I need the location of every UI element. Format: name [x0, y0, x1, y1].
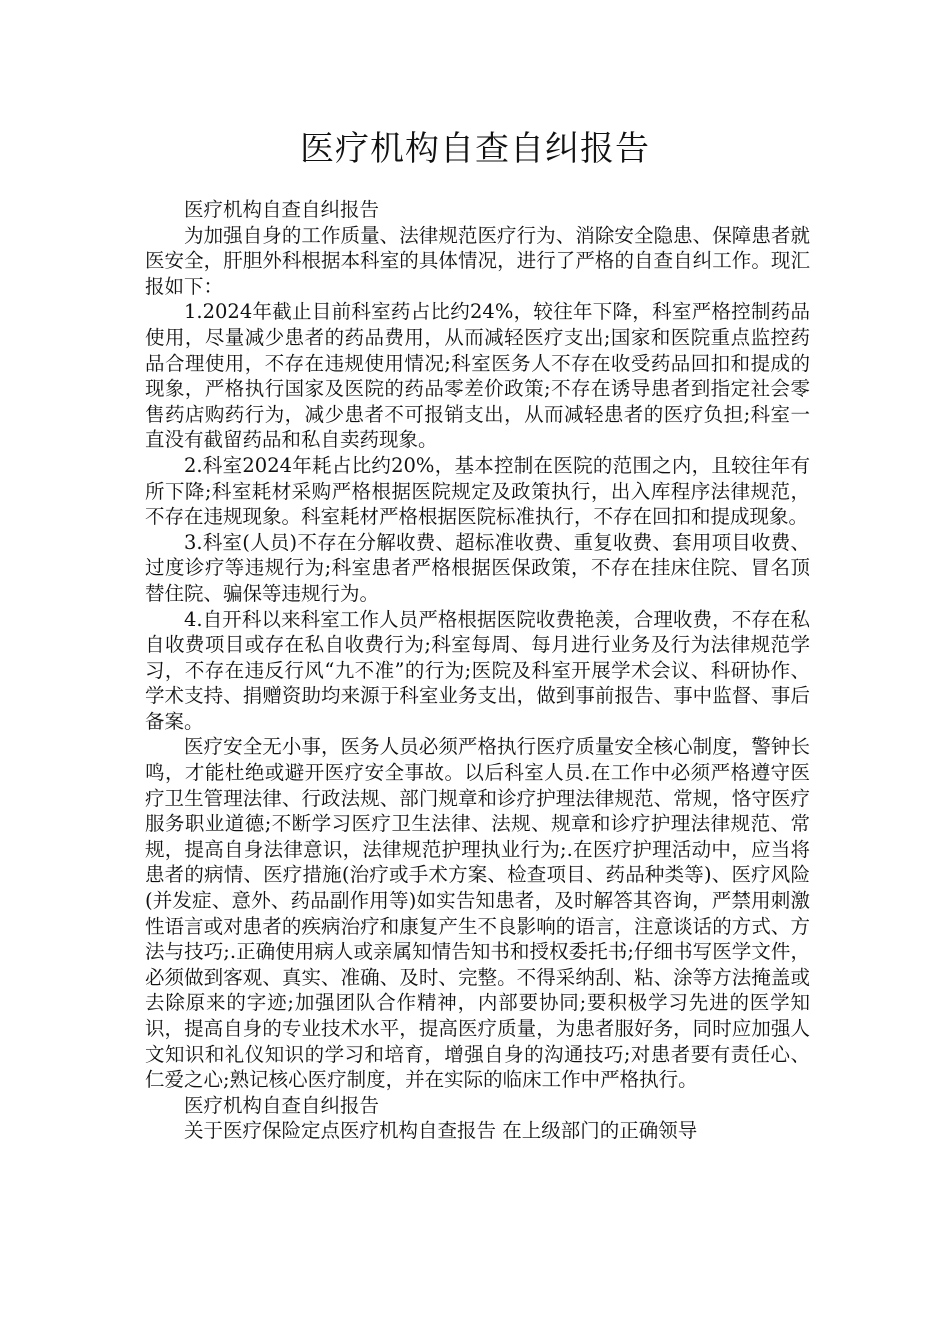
- paragraph-insurance: 关于医疗保险定点医疗机构自查报告 在上级部门的正确领导: [184, 1119, 698, 1143]
- paragraph-item-4: 4.自开科以来科室工作人员严格根据医院收费艳羡，合理收费，不存在私自收费项目或存在私自收费行为;科室每周、每月进行业务及行为法律规范学习，不存在违反行风“九不准”的行为;医院及科室开展学术会议、科研协作、学术支持、捐赠资助均来源于科室业务支出，做到事前报告、事中监督、事后备案。: [145, 607, 810, 733]
- paragraph-intro: 为加强自身的工作质量、法律规范医疗行为、消除安全隐患、保障患者就医安全，肝胆外科根据本科室的具体情况，进行了严格的自查自纠工作。现汇报如下：: [145, 223, 810, 298]
- paragraph-safety: 医疗安全无小事，医务人员必须严格执行医疗质量安全核心制度，警钟长鸣，才能杜绝或避开医疗安全事故。以后科室人员.在工作中必须严格遵守医疗卫生管理法律、行政法规、部门规章和诊疗护理法律规范、常规，恪守医疗服务职业道德;不断学习医疗卫生法律、法规、规章和诊疗护理法律规范、常规，提高自身法律意识，法律规范护理执业行为;.在医疗护理活动中，应当将患者的病情、医疗措施(治疗或手术方案、检查项目、药品种类等)、医疗风险(并发症、意外、药品副作用等)如实告知患者，及时解答其咨询，严禁用刺激性语言或对患者的疾病治疗和康复产生不良影响的语言，注意谈话的方式、方法与技巧;.正确使用病人或亲属知情告知书和授权委托书;仔细书写医学文件，必须做到客观、真实、准确、及时、完整。不得采纳刮、粘、涂等方法掩盖或去除原来的字迹;加强团队合作精神，内部要协同;要积极学习先进的医学知识，提高自身的专业技术水平，提高医疗质量，为患者服好务，同时应加强人文知识和礼仪知识的学习和培育，增强自身的沟通技巧;对患者要有责任心、仁爱之心;熟记核心医疗制度，并在实际的临床工作中严格执行。: [145, 735, 810, 1092]
- paragraph-subtitle-repeat: 医疗机构自查自纠报告: [184, 1093, 380, 1117]
- paragraph-item-1: 1.2024年截止目前科室药占比约24%，较往年下降，科室严格控制药品使用，尽量减少患者的药品费用，从而减轻医疗支出;国家和医院重点监控药品合理使用，不存在违规使用情况;科室医务人不存在收受药品回扣和提成的现象，严格执行国家及医院的药品零差价政策;不存在诱导患者到指定社会零售药店购药行为，减少患者不可报销支出，从而减轻患者的医疗负担;科室一直没有截留药品和私自卖药现象。: [145, 300, 810, 452]
- paragraph-item-2: 2.科室2024年耗占比约20%，基本控制在医院的范围之内，且较往年有所下降;科室耗材采购严格根据医院规定及政策执行，出入库程序法律规范，不存在违规现象。科室耗材严格根据医院标准执行，不存在回扣和提成现象。: [145, 453, 810, 529]
- paragraph-subtitle: 医疗机构自查自纠报告: [184, 198, 380, 221]
- document-title: 医疗机构自查自纠报告: [300, 129, 650, 169]
- document-body: [145, 197, 810, 1144]
- paragraph-item-3: 3.科室(人员)不存在分解收费、超标准收费、重复收费、套用项目收费、过度诊疗等违规行为;科室患者严格根据医保政策，不存在挂床住院、冒名顶替住院、骗保等违规行为。: [145, 530, 810, 605]
